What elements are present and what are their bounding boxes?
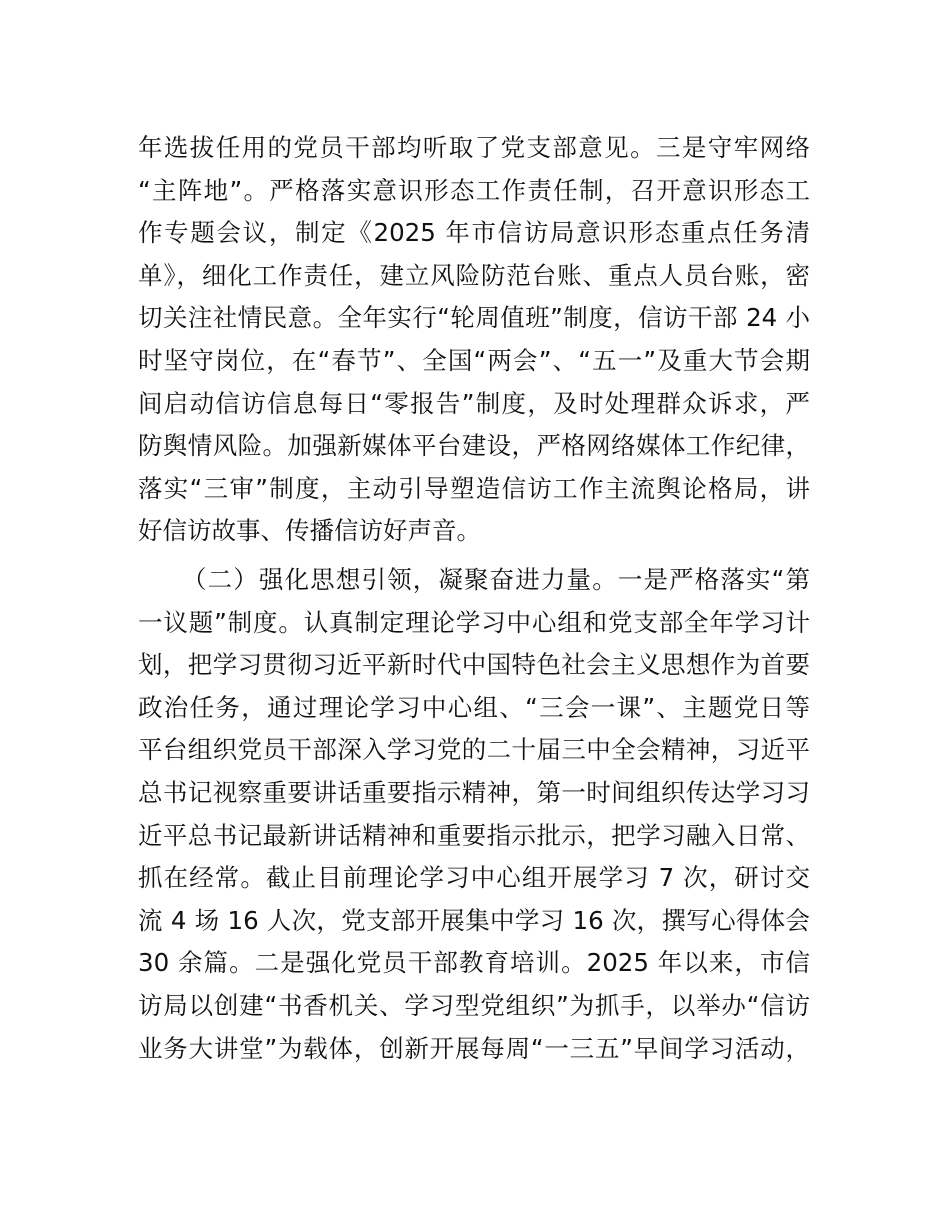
text-line: 划，把学习贯彻习近平新时代中国特色社会主义思想作为首要 bbox=[138, 650, 810, 680]
text-line: 抓在经常。截止目前理论学习中心组开展学习 7 次，研讨交 bbox=[138, 863, 810, 893]
text-line: 作专题会议，制定《2025 年市信访局意识形态重点任务清 bbox=[138, 218, 810, 248]
paragraph-ideology-work bbox=[138, 127, 810, 553]
text-line: 业务大讲堂”为载体，创新开展每周“一三五”早间学习活动， bbox=[138, 1033, 810, 1063]
text-line: 平台组织党员干部深入学习党的二十届三中全会精神，习近平 bbox=[138, 735, 810, 765]
text-line: “主阵地”。严格落实意识形态工作责任制，召开意识形态工 bbox=[138, 175, 810, 205]
text-line: 切关注社情民意。全年实行“轮周值班”制度，信访干部 24 小 bbox=[138, 303, 810, 333]
paragraph-thought-guidance bbox=[138, 559, 810, 1070]
text-line: 政治任务，通过理论学习中心组、“三会一课”、主题党日等 bbox=[138, 692, 810, 722]
text-line: 总书记视察重要讲话重要指示精神，第一时间组织传达学习习 bbox=[138, 777, 810, 807]
text-line: 一议题”制度。认真制定理论学习中心组和党支部全年学习计 bbox=[138, 607, 810, 637]
text-line: （二）强化思想引领，凝聚奋进力量。一是严格落实“第 bbox=[182, 565, 810, 594]
text-line: 30 余篇。二是强化党员干部教育培训。2025 年以来，市信 bbox=[138, 948, 810, 978]
text-line: 流 4 场 16 人次，党支部开展集中学习 16 次，撰写心得体会 bbox=[138, 905, 810, 935]
text-line: 间启动信访信息每日“零报告”制度，及时处理群众诉求，严 bbox=[138, 388, 810, 418]
text-line: 单》，细化工作责任，建立风险防范台账、重点人员台账，密 bbox=[138, 260, 810, 290]
text-line: 近平总书记最新讲话精神和重要指示批示，把学习融入日常、 bbox=[138, 820, 810, 850]
text-line: 落实“三审”制度，主动引导塑造信访工作主流舆论格局，讲 bbox=[138, 473, 810, 503]
text-line: 防舆情风险。加强新媒体平台建设，严格网络媒体工作纪律， bbox=[138, 431, 810, 461]
text-line: 年选拔任用的党员干部均听取了党支部意见。三是守牢网络 bbox=[138, 133, 810, 162]
text-line: 时坚守岗位，在“春节”、全国“两会”、“五一”及重大节会期 bbox=[138, 345, 810, 375]
text-line: 访局以创建“书香机关、学习型党组织”为抓手，以举办“信访 bbox=[138, 990, 810, 1020]
text-line: 好信访故事、传播信访好声音。 bbox=[138, 516, 481, 546]
